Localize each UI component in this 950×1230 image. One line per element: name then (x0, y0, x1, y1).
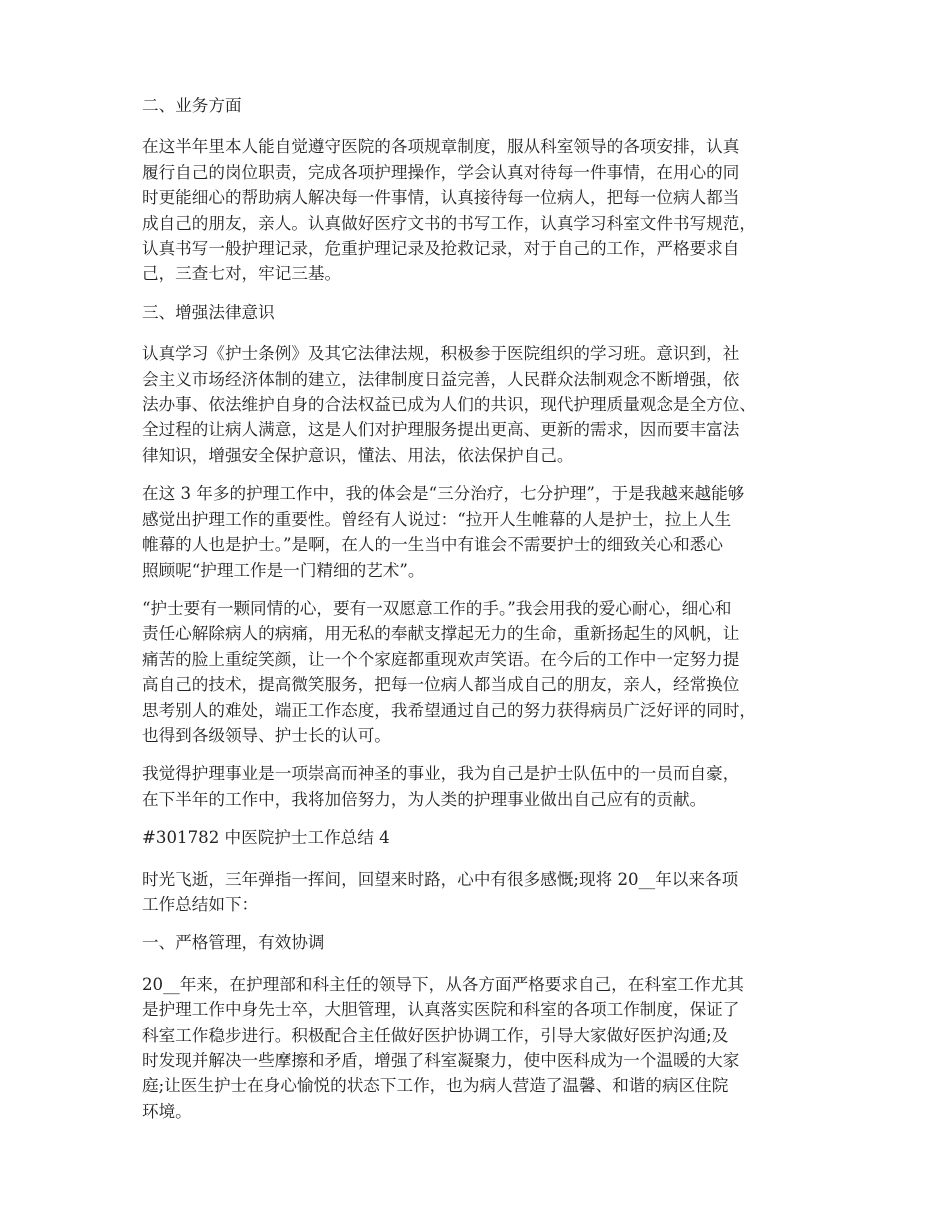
text-line: 帷幕的人也是护士。”是啊，在人的一生当中有谁会不需要护士的细致关心和悉心 (142, 535, 723, 555)
paragraph-legal-study (142, 341, 820, 468)
text-line: 己，三查七对，牢记三基。 (142, 264, 342, 284)
paragraph-management-details (142, 972, 820, 1124)
text-line: 成自己的朋友，亲人。认真做好医疗文书的书写工作，认真学习科室文件书写规范， (142, 213, 756, 233)
text-line: 在这半年里本人能自觉遵守医院的各项规章制度，服从科室领导的各项安排，认真 (142, 137, 740, 157)
paragraph-career-pride (142, 761, 820, 812)
text-line: 时光飞逝，三年弹指一挥间，回望来时路，心中有很多感慨;现将 20__年以来各项 (142, 869, 739, 889)
text-line: 会主义市场经济体制的建立，法律制度日益完善，人民群众法制观念不断增强，依 (142, 369, 740, 389)
section-heading-management (142, 930, 820, 955)
text-line: 律知识，增强安全保护意识，懂法、用法，依法保护自己。 (142, 445, 574, 465)
section-heading-business (142, 93, 820, 118)
text-line: 科室工作稳步进行。积极配合主任做好医护协调工作，引导大家做好医护沟通;及 (142, 1025, 729, 1045)
text-line: 二、业务方面 (142, 96, 242, 115)
paragraph-business-duties (142, 134, 820, 286)
document-subtitle (142, 825, 820, 850)
section-heading-legal-awareness (142, 300, 820, 325)
text-line: 环境。 (142, 1101, 192, 1121)
text-line: 一、严格管理，有效协调 (142, 933, 325, 953)
text-line: 认真学习《护士条例》及其它法律法规，积极参于医院组织的学习班。意识到，社 (142, 344, 740, 364)
text-line: 在下半年的工作中，我将加倍努力，为人类的护理事业做出自己应有的贡献。 (142, 789, 707, 809)
paragraph-summary-intro (142, 867, 820, 918)
text-line: 工作总结如下： (142, 894, 259, 914)
text-line: 在这 3 年多的护理工作中，我的体会是“三分治疗，七分护理”，于是我越来越能够 (142, 484, 745, 504)
text-line: 履行自己的岗位职责，完成各项护理操作，学会认真对待每一件事情，在用心的同 (142, 162, 740, 182)
paragraph-compassion (142, 596, 820, 748)
text-line: 高自己的技术，提高微笑服务，把每一位病人都当成自己的朋友，亲人，经常换位 (142, 675, 740, 695)
text-line: 痛苦的脸上重绽笑颜，让一个个家庭都重现欢声笑语。在今后的工作中一定努力提 (142, 649, 740, 669)
text-line: 20__年来，在护理部和科主任的领导下，从各方面严格要求自己，在科室工作尤其 (142, 974, 744, 994)
text-line: 感觉出护理工作的重要性。曾经有人说过：“拉开人生帷幕的人是护士，拉上人生 (142, 509, 732, 529)
text-line: #301782 中医院护士工作总结 4 (142, 828, 390, 848)
text-line: 时发现并解决一些摩擦和矛盾，增强了科室凝聚力，使中医科成为一个温暖的大家 (142, 1051, 740, 1070)
text-line: 也得到各级领导、护士长的认可。 (142, 725, 391, 745)
text-line: 照顾呢“护理工作是一门精细的艺术”。 (142, 560, 425, 580)
text-line: 思考别人的难处，端正工作态度，我希望通过自己的努力获得病员广泛好评的同时， (142, 700, 756, 720)
text-line: 时更能细心的帮助病人解决每一件事情，认真接待每一位病人，把每一位病人都当 (142, 188, 740, 208)
text-line: 庭;让医生护士在身心愉悦的状态下工作，也为病人营造了温馨、和谐的病区住院 (142, 1076, 729, 1096)
text-line: 责任心解除病人的病痛，用无私的奉献支撑起无力的生命，重新扬起生的风帆，让 (142, 624, 740, 644)
paragraph-nursing-experience (142, 481, 820, 583)
text-line: 是护理工作中身先士卒，大胆管理，认真落实医院和科室的各项工作制度，保证了 (142, 1000, 740, 1020)
text-line: “护士要有一颗同情的心，要有一双愿意工作的手。”我会用我的爱心耐心，细心和 (142, 598, 732, 618)
text-line: 全过程的让病人满意，这是人们对护理服务提出更高、更新的需求，因而要丰富法 (142, 420, 740, 440)
text-line: 认真书写一般护理记录，危重护理记录及抢救记录，对于自己的工作，严格要求自 (142, 239, 740, 259)
text-line: 三、增强法律意识 (142, 302, 275, 322)
text-line: 我觉得护理事业是一项崇高而神圣的事业，我为自己是护士队伍中的一员而自豪， (142, 764, 740, 784)
text-line: 法办事、依法维护自身的合法权益已成为人们的共识，现代护理质量观念是全方位、 (142, 395, 756, 415)
